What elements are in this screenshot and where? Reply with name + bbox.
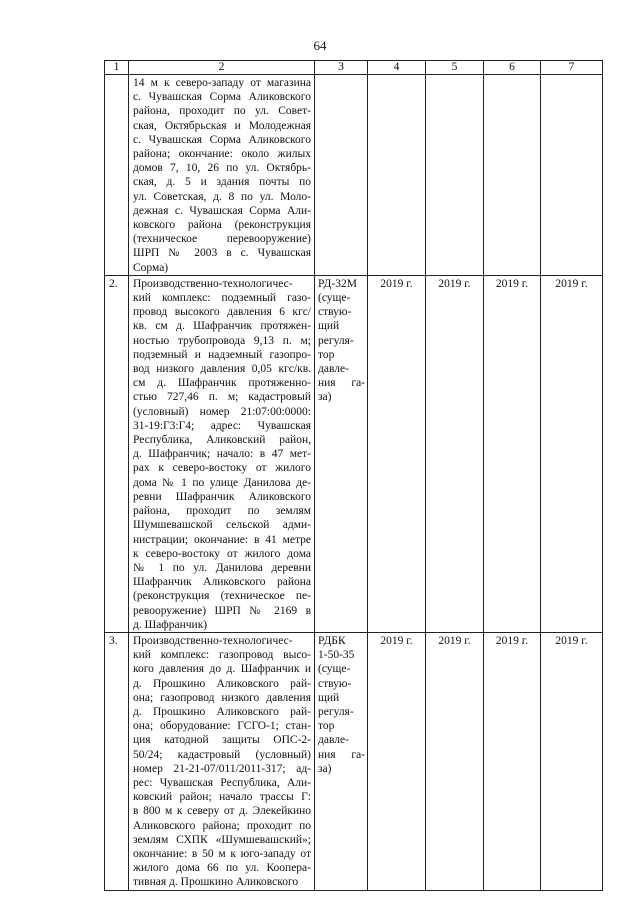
description-line: района, проходит по ул. Совет- [133,105,311,118]
regulator-line: тор [318,348,335,361]
row-number [105,75,129,276]
regulator-line: 1-50-35 [318,649,355,662]
description-line: ШРП № 2003 в с. Чувашская [133,247,311,260]
table-row [105,75,603,276]
description-line: ская, Октябрьская и Молодежная [133,119,311,132]
regulator-line: щий [318,320,340,333]
year-cell: 2019 г. [368,632,426,890]
year-cell: 2019 г. [541,632,603,890]
row-number: 3. [105,632,129,890]
description-line: № 1 по ул. Данилова деревни [133,561,311,574]
description-line: кий комплекс: подземный газо- [133,292,311,305]
description-line: в 800 м к северу от д. Элекейкино [133,805,311,818]
regulator-line: за) [318,391,332,404]
year-cell [541,75,603,276]
table-row [105,632,603,890]
year-cell: 2019 г. [484,632,541,890]
description-line: ревни Шафранчик Аликовского [133,490,311,503]
year-cell [368,75,426,276]
description-line: ностью трубопровода 9,13 п. м; [133,334,311,347]
description-line: подземный и надземный газопро- [133,348,311,361]
regulator-type [315,75,368,276]
description-line: провод высокого давления 6 кгс/ [133,306,311,319]
description-line: она; газопровод низкого давления [133,691,311,704]
column-header: 4 [368,61,426,75]
description-line: номер 21-21-07/011/2011-317; ад- [133,762,311,775]
regulator-line: тор [318,720,335,733]
description-line: вод низкого давления 0,05 кгс/кв. [133,363,311,376]
column-header: 7 [541,61,603,75]
regulator-line: РДБК [318,634,346,647]
regulator-line: щий [318,691,340,704]
description-line: д. Шафранчик) [133,618,208,631]
object-description [129,275,315,632]
description-line: района, проходит по землям [133,505,311,518]
description-line: ция катодной защиты ОПС-2- [133,734,311,747]
description-line: с. Чувашская Сорма Аликовского [133,91,311,104]
description-line: Аликовского района; проходит по [133,819,311,832]
column-header: 2 [129,61,315,75]
description-line: ковского района (реконструкция [133,219,311,232]
regulator-line: (суще- [318,292,351,305]
description-line: (техническое перевооружение) [133,233,311,246]
column-header: 1 [105,61,129,75]
description-line: д. Прошкино Аликовского рай- [133,705,311,718]
description-line: Производственно-технологичес- [133,634,293,647]
description-line: района; окончание: около жилых [133,148,311,161]
description-line: 50/24; кадастровый (условный) [133,748,311,761]
description-line: землям СХПК «Шумшевашский»; [133,833,311,846]
object-description [129,632,315,890]
regulator-line: давле- [318,734,349,747]
description-line: нистрации; окончание: в 41 метре [133,533,311,546]
description-line: ул. Советская, д. 8 по ул. Моло- [133,190,311,203]
regulator-type [315,275,368,632]
regulator-type [315,632,368,890]
description-line: Производственно-технологичес- [133,277,293,290]
description-line: кого давления до д. Шафранчик и [133,663,311,676]
regulator-line: ния га- [318,377,365,390]
description-line: Шафранчик Аликовского района [133,576,311,589]
description-line: 14 м к северо-западу от магазина [133,77,311,89]
description-line: д. Шафранчик; начало: в 47 мет- [133,448,311,461]
row-number: 2. [105,275,129,632]
description-line: ская, д. 5 и здания почты по [133,176,311,189]
description-line: к северо-востоку от жилого дома [133,547,311,560]
regulator-line: за) [318,762,332,775]
description-line: ковский район; начало трассы Г: [133,791,311,804]
regulator-line: ствую- [318,677,352,690]
column-header: 5 [426,61,484,75]
description-line: Сорма) [133,261,169,274]
document-table [104,60,603,891]
description-line: д. Прошкино Аликовского рай- [133,677,311,690]
regulator-line: РД-32М [318,277,357,290]
page-number: 64 [313,38,327,53]
description-line: кв. см д. Шафранчик протяжен- [133,320,311,333]
year-cell [426,75,484,276]
description-line: окончание: в 50 м к юго-западу от [133,847,311,860]
description-line: дежная с. Чувашская Сорма Али- [133,204,311,217]
description-line: с. Чувашская Сорма Аликовского [133,133,311,146]
description-line: домов 7, 10, 26 по ул. Октябрь- [133,162,311,175]
regulator-line: давле- [318,363,349,376]
description-line: жилого дома 66 по ул. Коопера- [133,862,311,875]
year-cell: 2019 г. [541,275,603,632]
description-line: Шумшевашской сельской адми- [133,519,311,532]
regulator-line: ствую- [318,306,352,319]
description-line: рес: Чувашская Республика, Али- [133,776,311,789]
description-line: стью 727,46 п. м; кадастровый [133,391,311,404]
table-row [105,275,603,632]
year-cell: 2019 г. [426,275,484,632]
year-cell: 2019 г. [484,275,541,632]
year-cell: 2019 г. [426,632,484,890]
regulator-line: регуля- [318,705,354,718]
description-line: 31-19:Г3:Г4; адрес: Чувашская [133,419,311,432]
description-line: (реконструкция (техническое пе- [133,590,311,603]
regulator-line: (суще- [318,663,351,676]
description-line: (условный) номер 21:07:00:0000: [133,405,311,418]
object-description [129,75,315,276]
description-line: кий комплекс: газопровод высо- [133,649,311,662]
description-line: Республика, Аликовский район, [133,434,311,447]
year-cell [484,75,541,276]
column-header: 6 [484,61,541,75]
year-cell: 2019 г. [368,275,426,632]
description-line: она; оборудование: ГСГО-1; стан- [133,720,311,733]
column-header: 3 [315,61,368,75]
description-line: см д. Шафранчик протяженно- [133,377,311,390]
description-line: рах к северо-востоку от жилого [133,462,311,475]
description-line: ревооружение) ШРП № 2169 в [133,604,311,617]
regulator-line: ния га- [318,748,365,761]
table-header-row [105,61,603,75]
description-line: дома № 1 по улице Данилова де- [133,476,311,489]
regulator-line: регуля- [318,334,354,347]
description-line: тивная д. Прошкино Аликовского [133,876,299,889]
